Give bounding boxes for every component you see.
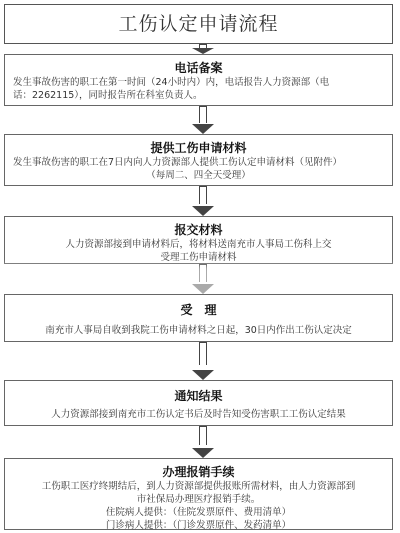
step-text: 市社保局办理医疗报销手续。 [136,494,261,505]
step-heading: 办理报销手续 [162,465,235,479]
step-heading: 报交材料 [174,223,223,237]
step-reimbursement [4,458,393,530]
step-text: 南充市人事局自收到我院工伤申请材料之日起，30日内作出工伤认定决定 [45,325,352,336]
page-title: 工伤认定申请流程 [4,4,393,44]
step-phone-record [4,54,393,106]
step-text: 工伤职工医疗终期结后，到人力资源部提供报账所需材料，由人力资源部到 [41,481,356,492]
step-text: （每周二、四全天受理） [146,170,251,181]
step-text: 发生事故伤害的职工在7日内向人力资源部人提供工伤认定申请材料（见附件） [13,157,343,168]
arrow-down-icon [196,44,210,54]
step-text: 门诊病人提供：（门诊发票原件、发药清单） [105,520,292,531]
step-heading: 提供工伤申请材料 [150,141,247,155]
step-hand-in-materials [4,216,393,264]
step-submit-materials [4,134,393,186]
arrow-down-icon [196,426,210,458]
arrow-down-icon [196,342,210,380]
step-heading: 受 理 [180,303,217,317]
step-text: 话：2262115），同时报告所在科室负责人。 [13,90,203,101]
step-text: 人力资源部接到南充市工伤认定书后及时告知受伤害职工工伤认定结果 [51,409,346,420]
step-acceptance [4,294,393,342]
step-heading: 电话备案 [174,61,223,75]
step-notify-result [4,380,393,426]
arrow-down-icon [196,186,210,216]
step-heading: 通知结果 [174,389,223,403]
step-text: 发生事故伤害的职工在第一时间（24小时内）内，电话报告人力资源部（电 [13,77,330,88]
step-text: 受理工伤申请材料 [160,252,237,263]
arrow-down-icon [196,106,210,134]
step-text: 人力资源部接到申请材料后，将材料送南充市人事局工伤科上交 [65,239,332,250]
step-text: 住院病人提供：（住院发票原件、费用清单） [105,507,292,518]
